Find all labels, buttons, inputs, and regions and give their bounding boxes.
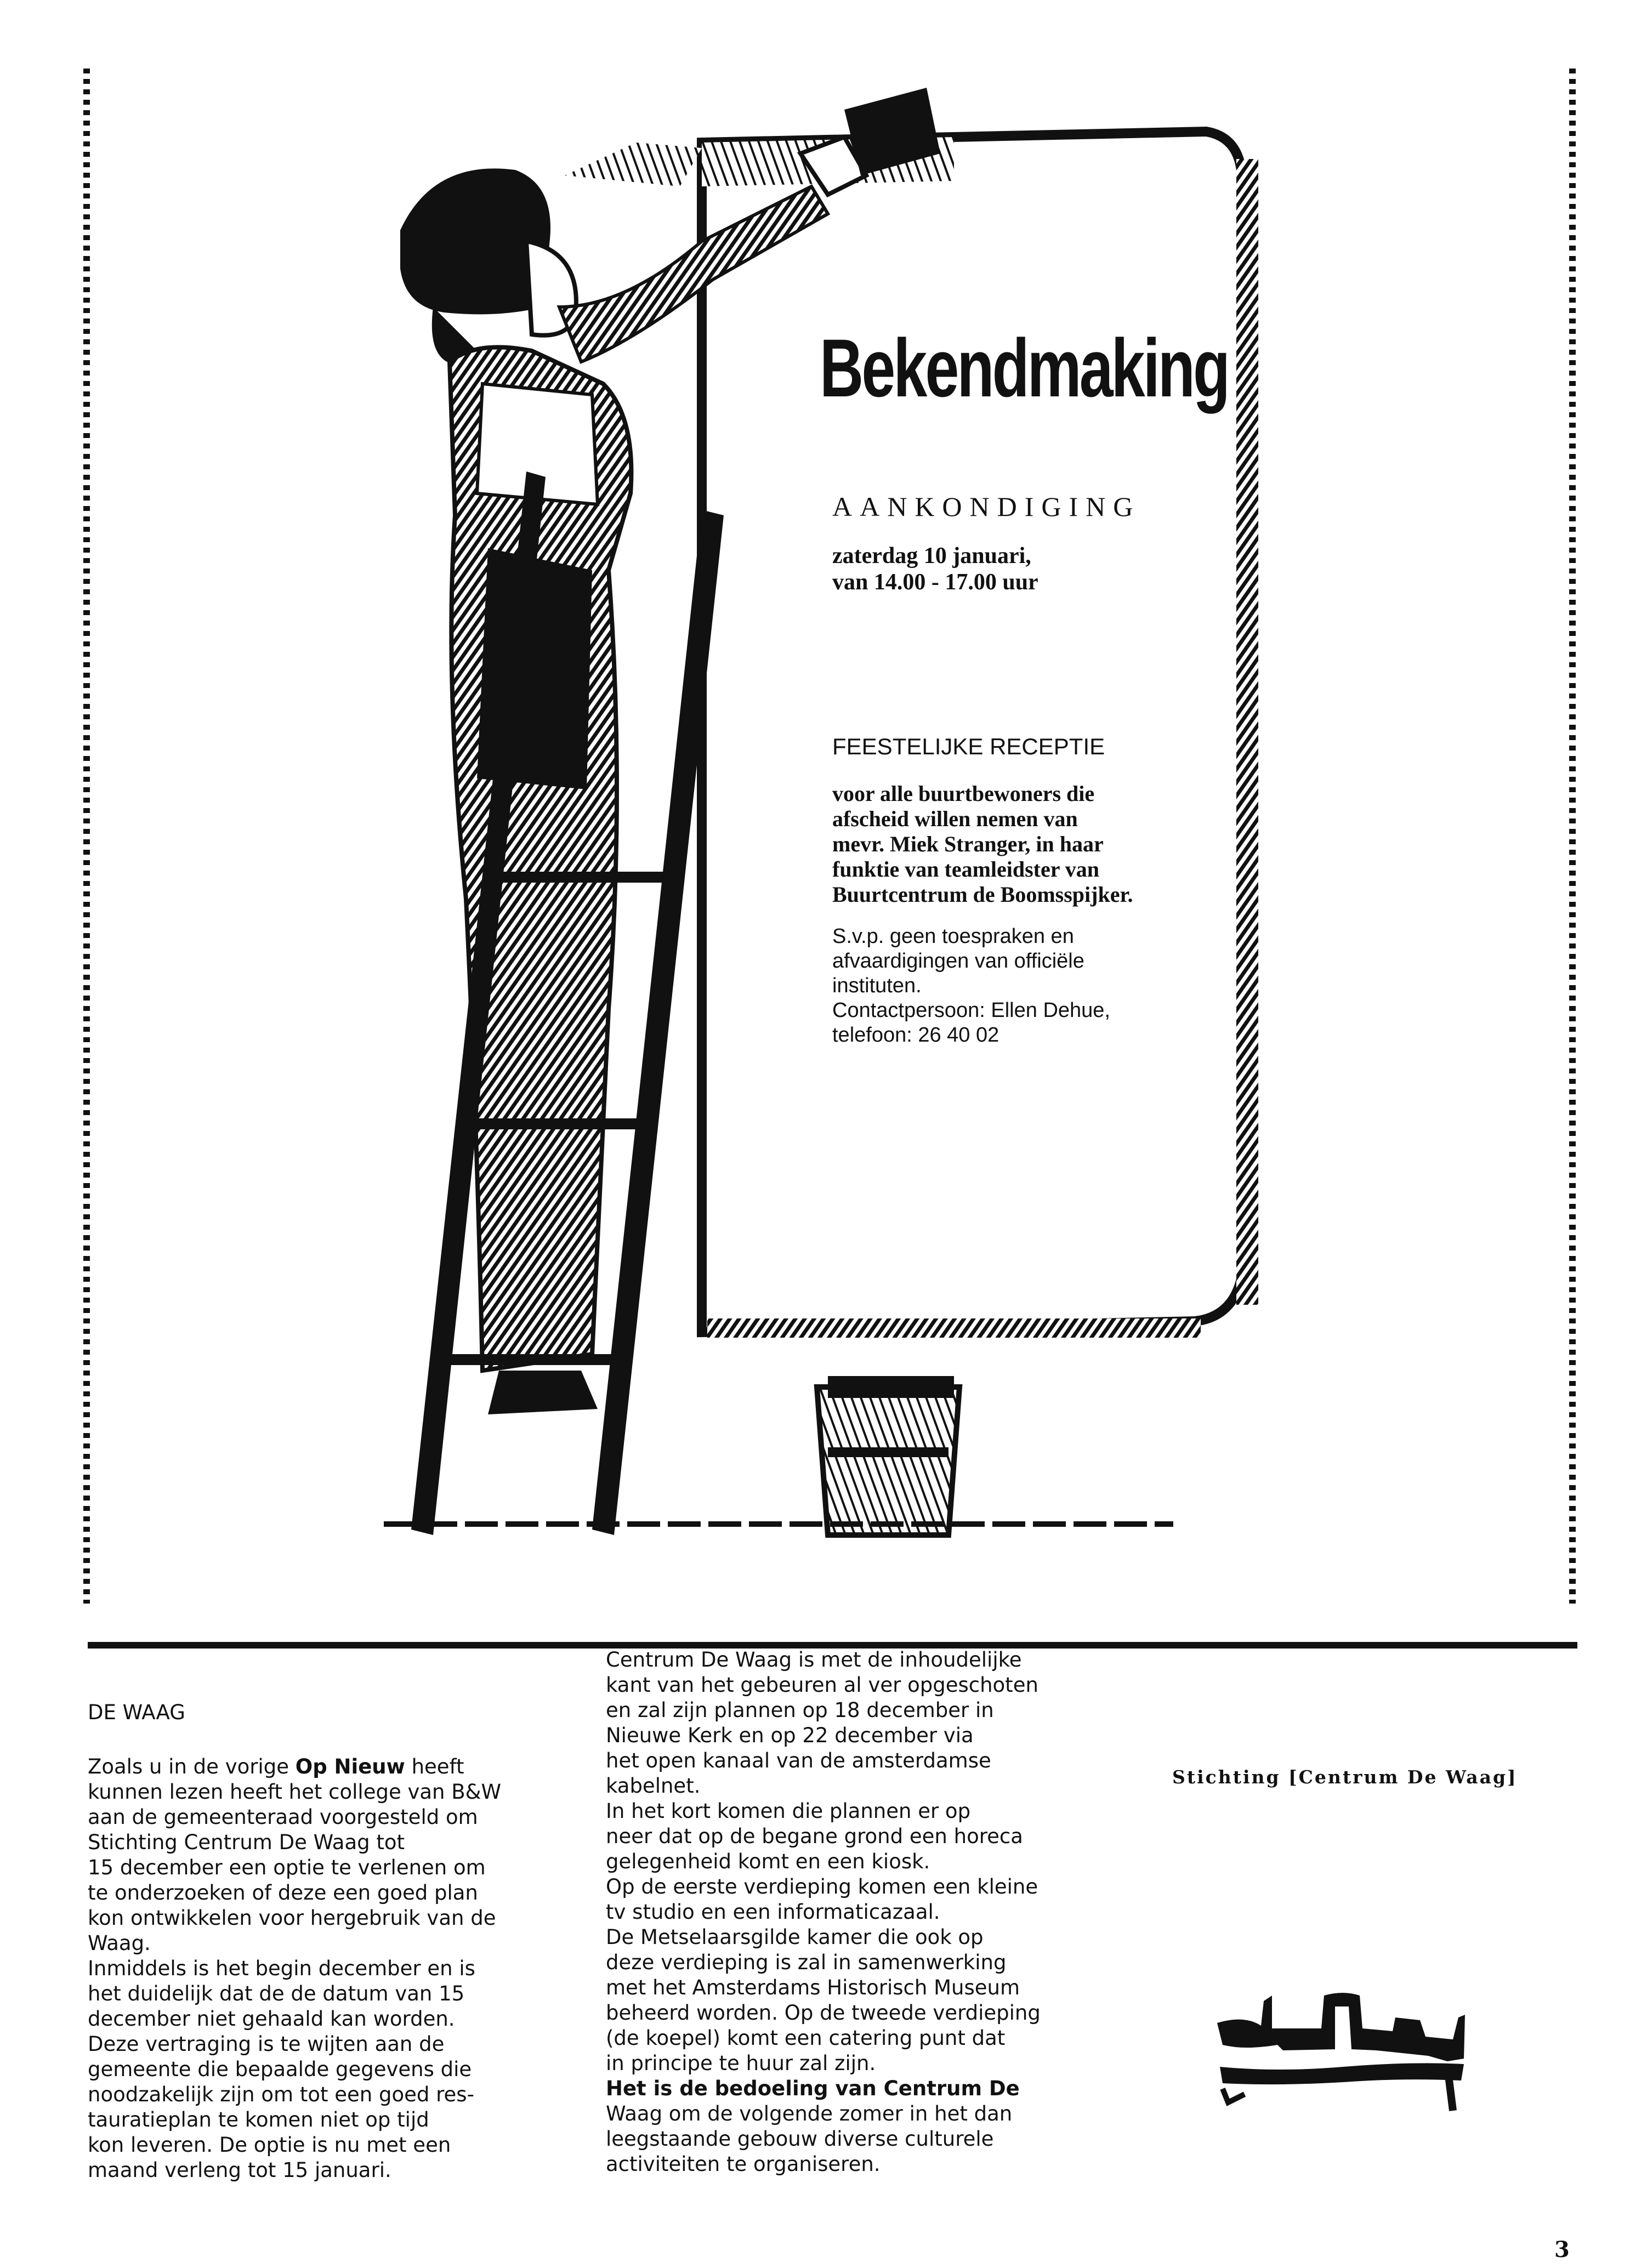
article-line bbox=[88, 1754, 570, 1780]
poster-headline: Bekendmaking bbox=[820, 322, 1229, 414]
foundation-name: Stichting [Centrum De Waag] bbox=[1172, 1766, 1518, 1788]
event-title: FEESTELIJKE RECEPTIE bbox=[832, 734, 1105, 759]
article-line: te onderzoeken of deze een goed plan bbox=[88, 1881, 478, 1905]
article-line: neer dat op de begane grond een horeca bbox=[606, 1824, 1023, 1848]
article-column-2 bbox=[606, 1647, 1132, 2177]
article-line: Centrum De Waag is met de inhoudelijke bbox=[606, 1648, 1022, 1672]
article-line: 15 december een optie te verlenen om bbox=[88, 1856, 486, 1879]
article-line: kon leveren. De optie is nu met een bbox=[88, 2133, 451, 2157]
note-line: instituten. bbox=[832, 974, 922, 997]
waag-building-logo bbox=[1212, 1985, 1469, 2116]
article-line: maand verleng tot 15 januari. bbox=[88, 2158, 391, 2182]
article-line: december niet gehaald kan worden. bbox=[88, 2007, 455, 2031]
article-line: Waag om de volgende zomer in het dan bbox=[606, 2102, 1013, 2125]
article-line: Inmiddels is het begin december en is bbox=[88, 1957, 475, 1980]
article-line: Nieuwe Kerk en op 22 december via bbox=[606, 1724, 974, 1747]
article-line: kunnen lezen heeft het college van B&W bbox=[88, 1780, 502, 1804]
article-line: tauratieplan te komen niet op tijd bbox=[88, 2108, 429, 2131]
article-line-bold: Het is de bedoeling van Centrum De bbox=[606, 2077, 1020, 2100]
article-line: in principe te huur zal zijn. bbox=[606, 2051, 876, 2075]
right-dotted-border bbox=[1569, 69, 1576, 1604]
note-line: Contactpersoon: Ellen Dehue, bbox=[832, 999, 1110, 1022]
article-line: De Metselaarsgilde kamer die ook op bbox=[606, 1925, 984, 1949]
article-line: het open kanaal van de amsterdamse bbox=[606, 1749, 991, 1772]
event-line: funktie van teamleidster van bbox=[832, 857, 1100, 882]
article-line: aan de gemeenteraad voorgesteld om bbox=[88, 1805, 478, 1829]
page-number: 3 bbox=[1554, 2237, 1570, 2263]
poster-date bbox=[832, 543, 1243, 595]
left-dotted-border bbox=[83, 69, 90, 1604]
article-line: kon ontwikkelen voor hergebruik van de bbox=[88, 1906, 496, 1930]
event-line: afscheid willen nemen van bbox=[832, 806, 1078, 831]
article-line: (de koepel) komt een catering punt dat bbox=[606, 2026, 1006, 2050]
event-description bbox=[832, 781, 1243, 907]
article-line: deze verdieping is zal in samenwerking bbox=[606, 1951, 1007, 1974]
event-line: mevr. Miek Stranger, in haar bbox=[832, 832, 1104, 856]
article-line: gelegenheid komt en een kiosk. bbox=[606, 1850, 930, 1873]
article-line: Deze vertraging is te wijten aan de bbox=[88, 2032, 445, 2056]
article-line: In het kort komen die plannen er op bbox=[606, 1799, 971, 1823]
note-line: S.v.p. geen toespraken en bbox=[832, 925, 1074, 948]
poster-note bbox=[832, 924, 1243, 1048]
article-line: leegstaande gebouw diverse culturele bbox=[606, 2127, 994, 2151]
article-line: beheerd worden. Op de tweede verdieping bbox=[606, 2001, 1041, 2025]
article-heading: DE WAAG bbox=[88, 1701, 185, 1724]
article-line: kant van het gebeuren al ver opgeschoten bbox=[606, 1673, 1038, 1697]
article-column-1 bbox=[88, 1754, 570, 2183]
article-line: met het Amsterdams Historisch Museum bbox=[606, 1976, 1020, 1999]
article-line: het duidelijk dat de de datum van 15 bbox=[88, 1982, 465, 2005]
article-line: Op de eerste verdieping komen een kleine bbox=[606, 1875, 1038, 1898]
intro-text-end: heeft bbox=[405, 1755, 464, 1778]
article-line: en zal zijn plannen op 18 december in bbox=[606, 1698, 994, 1722]
article-line: gemeente die bepaalde gegevens die bbox=[88, 2057, 472, 2081]
article-line: kabelnet. bbox=[606, 1774, 701, 1798]
note-line: telefoon: 26 40 02 bbox=[832, 1024, 999, 1047]
article-line: Stichting Centrum De Waag tot bbox=[88, 1831, 405, 1854]
magazine-name: Op Nieuw bbox=[295, 1755, 405, 1778]
article-line: activiteiten te organiseren. bbox=[606, 2152, 881, 2176]
event-line: voor alle buurtbewoners die bbox=[832, 781, 1095, 806]
time-line: van 14.00 - 17.00 uur bbox=[832, 570, 1038, 595]
article-line: tv studio en een informaticazaal. bbox=[606, 1900, 940, 1924]
poster-announcement: AANKONDIGING bbox=[832, 491, 1141, 522]
article-line: noodzakelijk zijn om tot een goed res- bbox=[88, 2083, 474, 2106]
date-line: zaterdag 10 januari, bbox=[832, 543, 1031, 569]
intro-text: Zoals u in de vorige bbox=[88, 1755, 296, 1778]
event-line: Buurtcentrum de Boomsspijker. bbox=[832, 882, 1133, 907]
note-line: afvaardigingen van officiële bbox=[832, 950, 1084, 973]
article-line: Waag. bbox=[88, 1931, 151, 1955]
